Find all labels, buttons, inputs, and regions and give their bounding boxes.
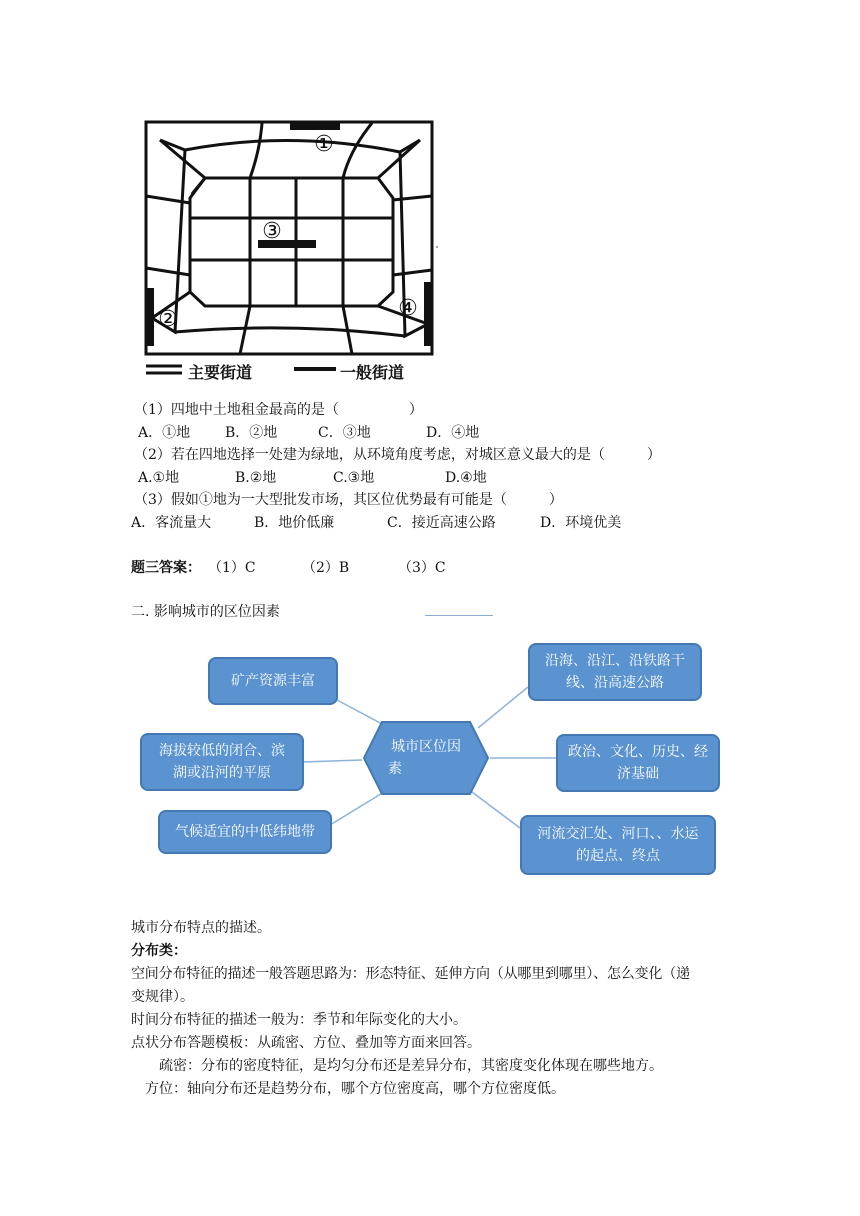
marker-4: ④ — [398, 296, 418, 321]
distribution-line-2: 变规律）。 — [131, 989, 194, 1005]
distribution-line-1: 空间分布特征的描述一般答题思路为：形态特征、延伸方向（从哪里到哪里）、怎么变化（递 — [131, 966, 690, 982]
q2-option-a: A.①地 — [138, 470, 180, 486]
q1-option-c: C．③地 — [318, 425, 371, 441]
legend-general-street: 一般街道 — [340, 363, 405, 382]
center-label: 城市区位因 素 — [388, 739, 461, 777]
q1-option-d: D．④地 — [426, 425, 480, 441]
legend-main-street: 主要街道 — [188, 363, 253, 382]
question-1: （1）四地中土地租金最高的是（ ） — [134, 402, 423, 418]
distribution-line-5: 疏密：分布的密度特征，是均匀分布还是差异分布，其密度变化体现在哪些地方。 — [159, 1058, 663, 1074]
distribution-heading: 分布类： — [131, 943, 187, 959]
question-2: （2）若在四地选择一处建为绿地，从环境角度考虑，对城区意义最大的是（ ） — [134, 447, 661, 463]
q2-option-c: C.③地 — [333, 470, 375, 486]
answer-1: （1）C — [208, 560, 256, 576]
factor-transport: 沿海、沿江、沿铁路干 线、沿高速公路 — [528, 643, 702, 701]
main-street-top — [290, 122, 340, 130]
answer-3: （3）C — [398, 560, 446, 576]
q1-option-b: B．②地 — [225, 425, 278, 441]
marker-2: ② — [158, 307, 178, 332]
q2-option-d: D.④地 — [445, 470, 487, 486]
factor-politics: 政治、文化、历史、经 济基础 — [556, 734, 720, 792]
question-3: （3）假如①地为一大型批发市场，其区位优势最有可能是（ ） — [134, 492, 563, 508]
factor-plain: 海拔较低的闭合、滨 湖或沿河的平原 — [140, 733, 304, 791]
section-title: 二. 影响城市的区位因素 — [131, 604, 280, 620]
factor-mineral: 矿产资源丰富 — [208, 657, 338, 705]
q1-option-a: A．①地 — [138, 425, 191, 441]
distribution-line-4: 点状分布答题模板：从疏密、方位、叠加等方面来回答。 — [131, 1035, 481, 1051]
distribution-line-6: 方位：轴向分布还是趋势分布，哪个方位密度高，哪个方位密度低。 — [145, 1081, 565, 1097]
q2-option-b: B.②地 — [235, 470, 277, 486]
q3-option-a: A．客流量大 — [131, 515, 212, 531]
factor-river: 河流交汇处、河口、、水运 的起点、终点 — [520, 815, 716, 875]
q3-option-c: C．接近高速公路 — [387, 515, 496, 531]
q3-option-d: D．环境优美 — [540, 515, 622, 531]
main-street-right — [424, 282, 432, 346]
q3-option-b: B．地价低廉 — [254, 515, 335, 531]
divider-line — [425, 615, 493, 616]
main-street-left — [146, 288, 154, 346]
factor-climate: 气候适宜的中低纬地带 — [158, 810, 332, 854]
city-street-map — [0, 0, 860, 400]
answer-2: （2）B — [302, 560, 350, 576]
marker-3: ③ — [262, 219, 282, 244]
distribution-intro: 城市分布特点的描述。 — [131, 920, 271, 936]
marker-1: ① — [314, 132, 334, 157]
distribution-line-3: 时间分布特征的描述一般为：季节和年际变化的大小。 — [131, 1012, 467, 1028]
answer-label: 题三答案： — [131, 560, 201, 576]
